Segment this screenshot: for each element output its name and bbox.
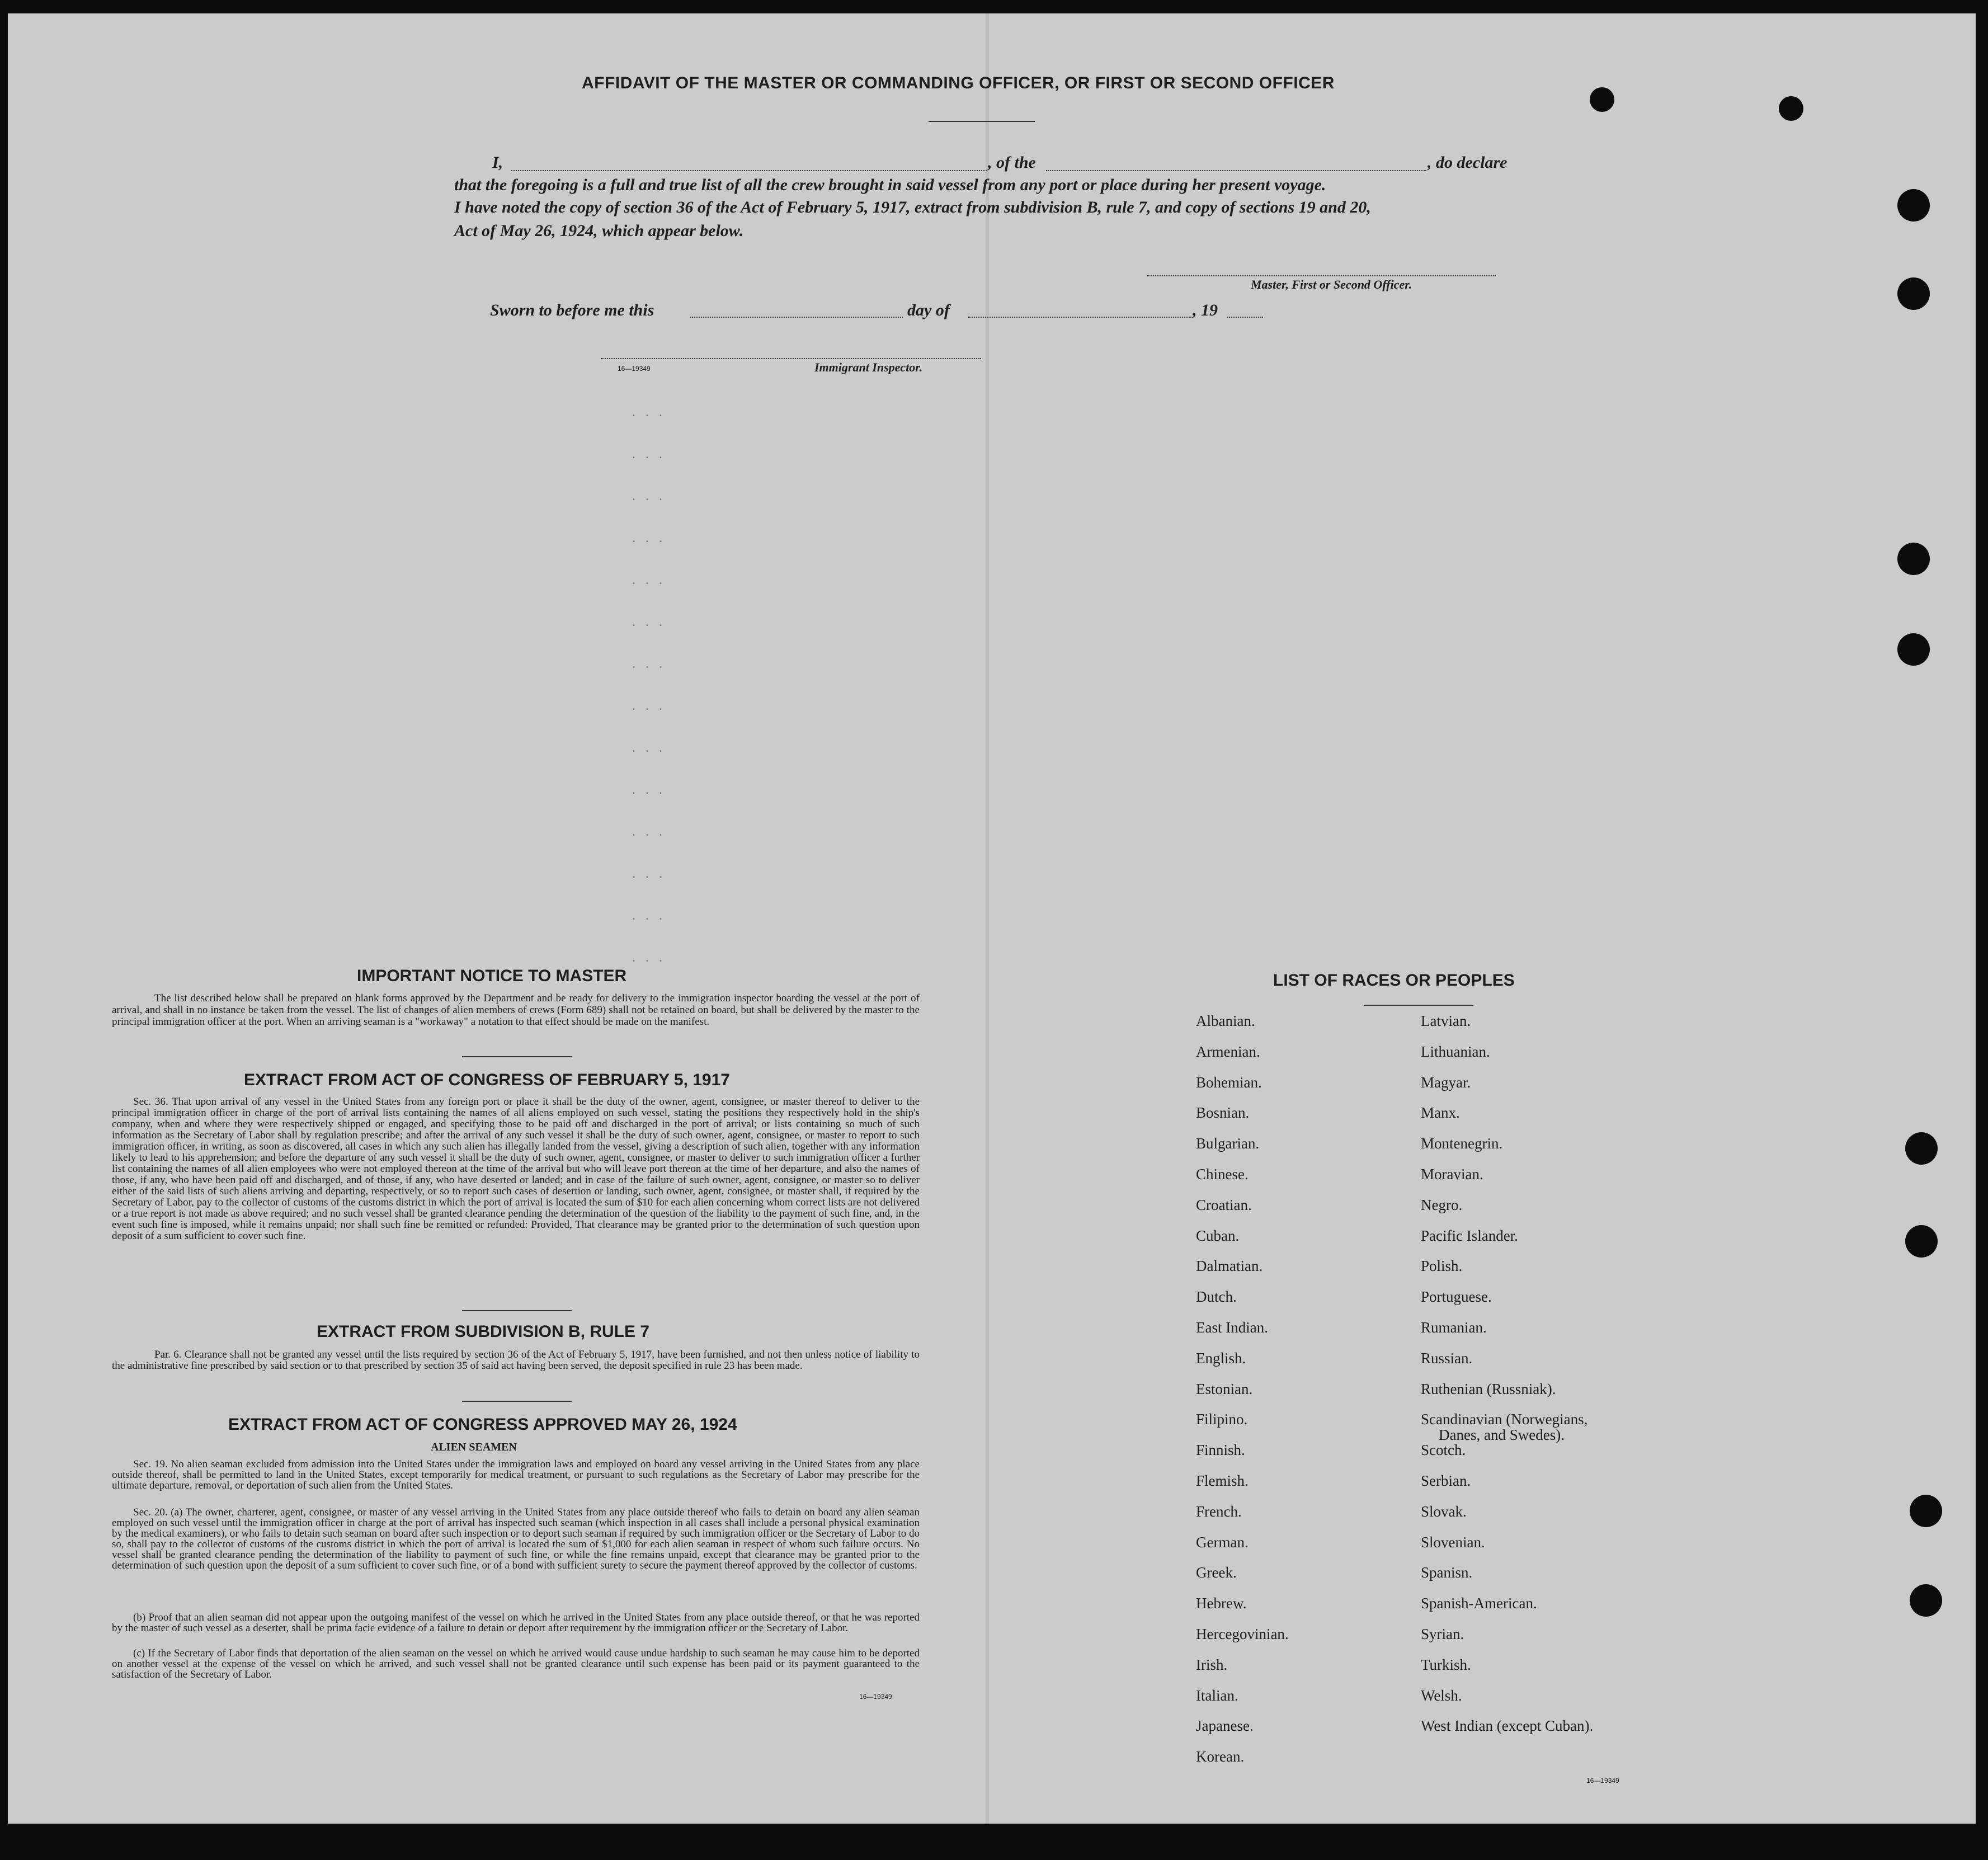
hole-3 <box>1897 189 1930 222</box>
year-label: , 19 <box>1193 301 1218 319</box>
race-left-item: Japanese. <box>1196 1717 1254 1735</box>
race-right-item: Slovak. <box>1421 1503 1467 1520</box>
vessel-blank <box>1046 170 1426 172</box>
races-heading: LIST OF RACES OR PEOPLES <box>1273 971 1515 990</box>
race-left-item: Hebrew. <box>1196 1595 1247 1612</box>
race-left-item: Korean. <box>1196 1748 1245 1765</box>
hole-10 <box>1910 1584 1942 1617</box>
race-right-item: Manx. <box>1421 1104 1460 1122</box>
race-right-item: Scandinavian (Norwegians, <box>1421 1411 1588 1428</box>
race-left-item: Greek. <box>1196 1564 1237 1581</box>
form-number-bottom-left: 16—19349 <box>859 1693 892 1701</box>
race-right-item: Spanisn. <box>1421 1564 1473 1581</box>
sec20c-text: (c) If the Secretary of Labor finds that deportation of the alien seaman on the vessel on which he arrived would cause undue hardship to such seaman he may cause him to be deported on another vessel at the expense of the vessel on which he arrived, and such vessel shall not be granted clearance until such expense has been paid or its payment guaranteed to the satisfaction of the Secretary of Labor. <box>112 1647 920 1680</box>
race-left-item: Dutch. <box>1196 1288 1237 1306</box>
race-right-item: Montenegrin. <box>1421 1135 1503 1152</box>
day-of-label: day of <box>907 301 950 319</box>
affidavit-line3: I have noted the copy of section 36 of the Act of February 5, 1917, extract from subdivision B, rule 7, and copy of sections 19 and 20, <box>454 198 1371 216</box>
notice-divider <box>462 1056 572 1057</box>
hole-9 <box>1910 1495 1942 1527</box>
hole-5 <box>1897 543 1930 575</box>
hole-2 <box>1779 96 1803 121</box>
extract-1924-heading: EXTRACT FROM ACT OF CONGRESS APPROVED MAY 26, 1924 <box>228 1415 737 1434</box>
affidavit-declare: , do declare <box>1428 153 1508 172</box>
alien-seamen-heading: ALIEN SEAMEN <box>431 1441 517 1453</box>
inspector-label: Immigrant Inspector. <box>814 360 923 374</box>
affidavit-title: AFFIDAVIT OF THE MASTER OR COMMANDING OFFICER, OR FIRST OR SECOND OFFICER <box>582 74 1335 92</box>
form-number-top: 16—19349 <box>618 365 651 373</box>
races-divider <box>1364 1005 1473 1006</box>
race-right-item: Lithuanian. <box>1421 1043 1490 1060</box>
sworn-blank <box>690 317 903 319</box>
master-signature-label: Master, First or Second Officer. <box>1251 277 1412 291</box>
race-right-item: Negro. <box>1421 1196 1463 1213</box>
race-left-item: Irish. <box>1196 1656 1228 1673</box>
race-left-item: Finnish. <box>1196 1442 1245 1459</box>
race-right-item: Rumanian. <box>1421 1319 1487 1336</box>
affidavit-line4: Act of May 26, 1924, which appear below. <box>454 222 744 240</box>
rule7-heading: EXTRACT FROM SUBDIVISION B, RULE 7 <box>317 1322 650 1341</box>
rule7-divider <box>462 1401 572 1402</box>
race-left-item: Bohemian. <box>1196 1073 1262 1091</box>
race-left-item: French. <box>1196 1503 1242 1520</box>
race-right-item: Slovenian. <box>1421 1533 1485 1551</box>
faint-marks: ... ... ... ... ... ... ... ... ... ... ... ... ... ... <box>632 405 672 965</box>
sec20b-text: (b) Proof that an alien seaman did not appear upon the outgoing manifest of the vessel on which he arrived in the United States from any place outside thereof, or that he was reported by the master of such vessel as a deserter, shall be prima facie evidence of a failure to detain or deport after requirement by the immigration officer or the Secretary of Labor. <box>112 1612 920 1634</box>
hole-7 <box>1905 1132 1938 1165</box>
sec20a-text: Sec. 20. (a) The owner, charterer, agent, consignee, or master of any vessel arriving in the United States from any place outside thereof who fails to detain on board any alien seaman employed on such vessel until the immigration officer in charge at the port of arrival has inspected such seaman (which inspection in all cases shall include a personal physical examination by the medical examiners), or who fails to detain such seaman on board after such inspection or to deport such seaman if required by such immigration officer or the Secretary of Labor to do so, shall pay to the collector of customs of the customs district in which the port of arrival is located the sum of $1,000 for each alien seaman in respect of whom such failure occurs. No vessel shall be granted clearance pending the determination of the liability to payment of such fine, or while the fine remains unpaid, except that clearance may be granted prior to the determination of such question upon the deposit of a sum sufficient to cover such fine, or of a bond with sufficient surety to secure the payment thereof approved by the collector of customs. <box>112 1506 920 1571</box>
sec19-text: Sec. 19. No alien seaman excluded from admission into the United States under the immigration laws and employed on board any vessel arriving in the United States from any place outside thereof, shall be permitted to land in the United States, except temporarily for medical treatment, or pursuant to such regulations as the Secretary of Labor may prescribe for the ultimate departure, removal, or deportation of such alien from the United States. <box>112 1458 920 1491</box>
race-left-item: Estonian. <box>1196 1380 1253 1397</box>
race-right-item: West Indian (except Cuban). <box>1421 1717 1594 1735</box>
race-left-item: Flemish. <box>1196 1472 1249 1489</box>
rule7-text: Par. 6. Clearance shall not be granted any vessel until the lists required by section 36 of the Act of February 5, 1917, have been furnished, and not then unless notice of liability to the administrative fine prescribed by said section or to that prescribed by section 35 of said act having been served, the deposit specified in rule 23 has been made. <box>112 1349 920 1372</box>
race-left-item: Italian. <box>1196 1687 1238 1704</box>
race-right-item: Ruthenian (Russniak). <box>1421 1380 1556 1397</box>
race-left-item: Bosnian. <box>1196 1104 1250 1122</box>
race-right-item: Syrian. <box>1421 1626 1464 1642</box>
race-right-item: Turkish. <box>1421 1656 1471 1673</box>
race-left-item: Croatian. <box>1196 1196 1252 1213</box>
affidavit-of-the: , of the <box>988 153 1036 172</box>
affidavit-i: I, <box>492 153 503 172</box>
race-right-item: Latvian. <box>1421 1013 1471 1029</box>
race-left-item: Cuban. <box>1196 1227 1240 1244</box>
race-left-item: Filipino. <box>1196 1411 1248 1428</box>
extract-1917-divider <box>462 1310 572 1311</box>
race-right-item: Serbian. <box>1421 1472 1471 1489</box>
hole-4 <box>1897 277 1930 310</box>
race-right-item: Spanish-American. <box>1421 1595 1537 1612</box>
race-left-item: Chinese. <box>1196 1166 1249 1183</box>
hole-8 <box>1905 1225 1938 1258</box>
hole-6 <box>1897 633 1930 666</box>
race-left-item: Bulgarian. <box>1196 1135 1260 1152</box>
day-blank <box>968 317 1191 319</box>
name-blank <box>511 170 987 172</box>
notice-text: The list described below shall be prepared on blank forms approved by the Department and be ready for delivery to the immigration inspector boarding the vessel at the port of arrival, and shall in no instance be taken from the vessel. The list of changes of alien members of crews (Form 689) shall not be retained on board, but shall be delivered by the master to the principal immigration officer at the port. When an arriving seaman is a "workaway" a notation to that effect should be made on the manifest. <box>112 992 920 1028</box>
race-right-item: Magyar. <box>1421 1073 1471 1091</box>
extract-1917-text: Sec. 36. That upon arrival of any vessel in the United States from any foreign port or place it shall be the duty of the owner, agent, consignee, or master thereof to deliver to the principal immigration officer in charge of the port of arrival lists containing the names of all aliens employed on such vessel, stating the positions they respectively hold in the ship's company, when and where they were respectively shipped or engaged, and specifying those to be paid off and discharged in the port of arrival; or lists containing so much of such information as the Secretary of Labor shall by regulation prescribe; and after the arrival of any such vessel it shall be the duty of such owner, agent, consignee, or master to report to such immigration officer, in writing, as soon as discovered, all cases in which any such alien has illegally landed from the vessel, giving a description of such alien, together with any information likely to lead to his apprehension; and before the departure of any such vessel it shall be the duty of such owner, agent, consignee, or master to deliver to such immigration officer a further list containing the names of all alien employees who were not employed thereon at the time of the arrival but who will leave port thereon at the time of her departure, and also the names of those, if any, who have been paid off and discharged, and of those, if any, who have deserted or landed; and in case of the failure of such owner, agent, consignee, or master so to deliver either of the said lists of such aliens arriving and departing, respectively, or so to report such cases of desertion or landing, such owner, agent, consignee, or master shall, if required by the Secretary of Labor, pay to the collector of customs of the customs district in which the port of arrival is located the sum of $10 for each alien concerning whom correct lists are not delivered or a true report is not made as above required; and no such vessel shall be granted clearance pending the determination of the question of the liability to the payment of such fine, and, in the event such fine is imposed, while it remains unpaid; nor shall such fine be remitted or refunded: Provided, That clearance may be granted prior to the determination of such question upon deposit of a sum sufficient to cover such fine. <box>112 1096 920 1242</box>
hole-1 <box>1590 87 1614 112</box>
inspector-signature-line <box>601 358 981 360</box>
race-left-item: Armenian. <box>1196 1043 1260 1060</box>
page-fold <box>986 13 989 1824</box>
sworn-label: Sworn to before me this <box>490 301 654 319</box>
race-right-item: Scotch. <box>1421 1442 1466 1459</box>
form-number-bottom-right: 16—19349 <box>1586 1777 1619 1784</box>
race-left-item: Hercegovinian. <box>1196 1626 1289 1642</box>
race-left-item: Albanian. <box>1196 1013 1255 1029</box>
race-right-item-continuation: Danes, and Swedes). <box>1439 1426 1565 1444</box>
race-right-item: Moravian. <box>1421 1166 1483 1183</box>
race-right-item: Russian. <box>1421 1349 1473 1367</box>
race-left-item: German. <box>1196 1533 1249 1551</box>
race-right-item: Polish. <box>1421 1258 1463 1275</box>
notice-heading: IMPORTANT NOTICE TO MASTER <box>357 967 627 985</box>
race-right-item: Pacific Islander. <box>1421 1227 1518 1244</box>
race-right-item: Welsh. <box>1421 1687 1462 1704</box>
race-left-item: Dalmatian. <box>1196 1258 1263 1275</box>
race-left-item: East Indian. <box>1196 1319 1268 1336</box>
extract-1917-heading: EXTRACT FROM ACT OF CONGRESS OF FEBRUARY 5, 1917 <box>244 1071 730 1089</box>
race-right-item: Portuguese. <box>1421 1288 1492 1306</box>
race-left-item: English. <box>1196 1349 1246 1367</box>
year-blank <box>1227 317 1263 319</box>
affidavit-line2: that the foregoing is a full and true list of all the crew brought in said vessel from any port or place during her present voyage. <box>454 176 1326 194</box>
title-underline <box>929 121 1035 122</box>
